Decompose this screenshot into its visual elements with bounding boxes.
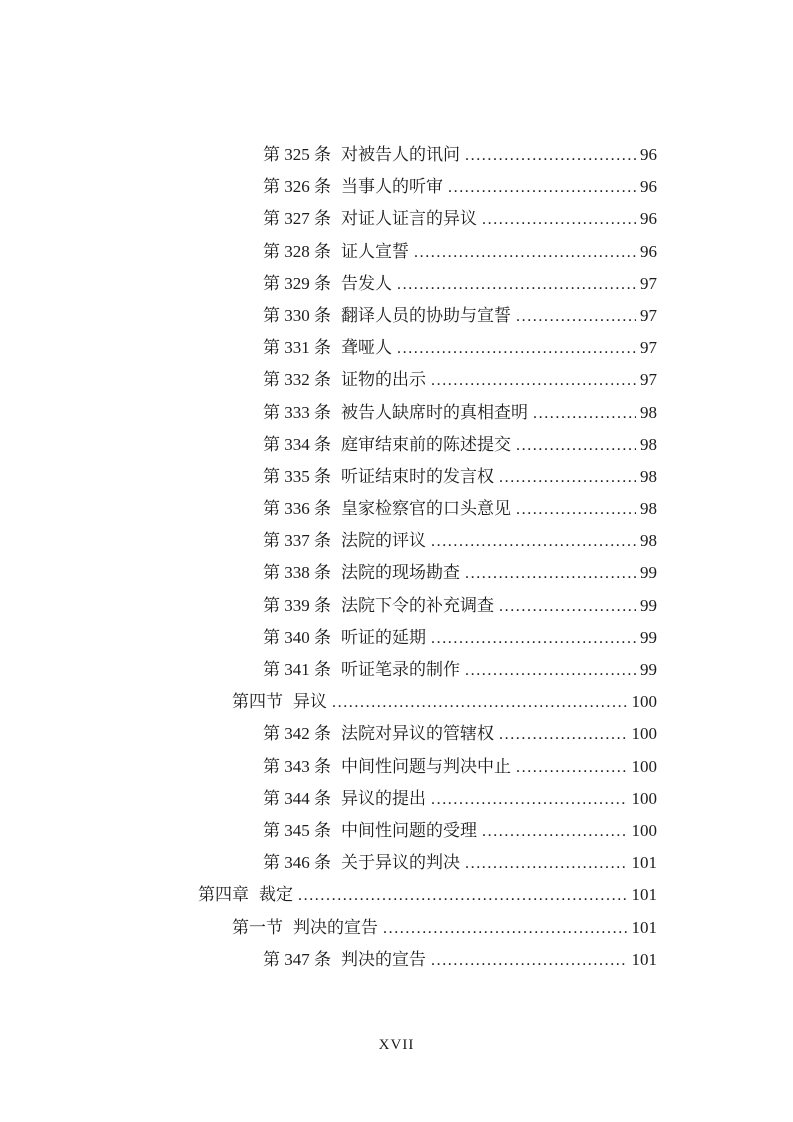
toc-entry-page: 97 [640,370,657,390]
footer-page-number: XVII [378,1037,415,1053]
toc-entry-label: 第 335 条 [263,466,331,486]
toc-entry-label: 第 328 条 [263,241,331,261]
dot-leader [516,429,636,462]
dot-leader [465,847,628,880]
toc-entry-title: 法院下令的补充调查 [341,595,494,615]
toc-entry-label: 第 334 条 [263,434,331,454]
toc-entry-page: 100 [631,724,657,744]
toc-entry-page: 97 [640,305,657,325]
toc-entry-label: 第 341 条 [263,660,331,679]
toc-entry-title: 证物的出示 [341,370,426,390]
toc-entry-page: 96 [640,241,657,261]
toc-entry-title: 对被告人的讯问 [341,145,460,164]
toc-entry-label: 第 345 条 [263,820,331,840]
dot-leader [448,171,636,204]
toc-entry-label: 第四章 [198,885,249,905]
toc-entry [198,203,657,235]
dot-leader [499,590,636,623]
toc-entry-label: 第 329 条 [263,273,331,293]
toc-entry-title: 证人宣誓 [341,241,409,261]
toc-entry-title: 听证笔录的制作 [341,660,460,679]
dot-leader [431,622,636,655]
dot-leader [431,364,636,397]
dot-leader [431,783,628,816]
toc-entry [198,557,657,589]
toc-entry-label: 第 326 条 [263,177,331,197]
toc-entry-page: 96 [640,177,657,197]
toc-entry [198,718,657,750]
toc-entry-label: 第 343 条 [263,756,331,776]
dot-leader [298,879,628,912]
toc-entry [198,944,657,976]
dot-leader [383,912,628,945]
toc-entry-label: 第 331 条 [263,338,331,358]
toc-entry [198,525,657,557]
toc-entry-page: 98 [640,499,657,519]
toc-entry-title: 皇家检察官的口头意见 [341,499,511,519]
dot-leader [414,236,636,269]
toc-entry-title: 法院的现场勘查 [341,563,460,583]
toc-entry-title: 关于异议的判决 [341,853,460,873]
toc-entry-label: 第 333 条 [263,402,331,422]
toc-entry-title: 判决的宣告 [293,917,378,937]
toc-entry [198,332,657,364]
dot-leader [431,944,628,977]
toc-entry-title: 听证的延期 [341,627,426,647]
dot-leader [533,397,636,430]
toc-entry-page: 98 [640,434,657,454]
dot-leader [397,332,636,365]
toc-entry-title: 对证人证言的异议 [341,209,477,229]
toc-entry-title: 异议 [293,692,327,712]
toc-entry [198,590,657,622]
toc-entry [198,171,657,203]
toc-entry [198,751,657,783]
dot-leader [397,268,636,301]
toc-entry-page: 99 [640,627,657,647]
toc-entry-label: 第 337 条 [263,531,331,551]
toc-entry-title: 中间性问题与判决中止 [341,756,511,776]
dot-leader [431,525,636,558]
toc-entry-label: 第 339 条 [263,595,331,615]
toc-entry-label: 第 330 条 [263,305,331,325]
toc-entry-label: 第 338 条 [263,563,331,583]
toc-entry-title: 判决的宣告 [341,949,426,969]
toc-entry-page: 99 [640,660,657,679]
toc-entry-label: 第 332 条 [263,370,331,390]
toc-entry-title: 翻译人员的协助与宣誓 [341,305,511,325]
toc-entry [198,686,657,718]
toc-entry-page: 100 [631,788,657,808]
toc-entry-page: 97 [640,273,657,293]
toc-entry-label: 第 336 条 [263,499,331,519]
toc-entry-page: 98 [640,402,657,422]
toc-entry-page: 101 [631,853,657,873]
dot-leader [499,461,636,494]
toc-entry-label: 第 340 条 [263,627,331,647]
toc-entry [198,236,657,268]
toc-entry-page: 99 [640,595,657,615]
toc-entry-title: 庭审结束前的陈述提交 [341,434,511,454]
toc-entry-label: 第 347 条 [263,949,331,969]
toc-entry-title: 被告人缺席时的真相查明 [341,402,528,422]
toc-entry-page: 100 [631,692,657,712]
toc-entry [198,493,657,525]
dot-leader [516,751,628,784]
toc-entry-page: 96 [640,145,657,164]
toc-entry-label: 第 327 条 [263,209,331,229]
toc-entry-page: 98 [640,466,657,486]
toc-entry-page: 101 [631,885,657,905]
toc-entry-page: 98 [640,531,657,551]
toc-entry [198,461,657,493]
dot-leader [465,557,636,590]
dot-leader [482,203,636,236]
toc-entry [198,397,657,429]
toc-entry-title: 异议的提出 [341,788,426,808]
dot-leader [499,718,628,751]
toc-entry [198,268,657,300]
toc-entry-label: 第 346 条 [263,853,331,873]
toc-entry-page: 97 [640,338,657,358]
toc-entry-title: 聋哑人 [341,338,392,358]
toc-entry [198,139,657,171]
toc-entry-title: 当事人的听审 [341,177,443,197]
toc-entry-page: 96 [640,209,657,229]
toc-entry [198,783,657,815]
toc-entry-page: 100 [631,820,657,840]
toc-entry-page: 101 [631,949,657,969]
toc-entry [198,847,657,879]
toc-entry-title: 听证结束时的发言权 [341,466,494,486]
toc-entry [198,654,657,686]
toc-entry [198,300,657,332]
toc-entry-title: 裁定 [259,885,293,905]
toc-entry-title: 中间性问题的受理 [341,820,477,840]
toc-entry-title: 告发人 [341,273,392,293]
dot-leader [516,493,636,526]
toc-entry [198,912,657,944]
toc-entry [198,815,657,847]
toc-entry-label: 第 342 条 [263,724,331,744]
toc-entry-page: 99 [640,563,657,583]
dot-leader [516,300,636,333]
toc-entry-page: 100 [631,756,657,776]
toc-entry-title: 法院的评议 [341,531,426,551]
toc-entry [198,622,657,654]
toc-entry-label: 第 344 条 [263,788,331,808]
dot-leader [465,139,636,172]
dot-leader [482,815,628,848]
toc-entry-label: 第四节 [232,692,283,712]
dot-leader [465,654,636,687]
toc-list [198,139,657,976]
toc-entry [198,879,657,911]
toc-entry [198,364,657,396]
dot-leader [332,686,628,719]
toc-entry-label: 第一节 [232,917,283,937]
toc-entry [198,429,657,461]
toc-entry-label: 第 325 条 [263,145,331,164]
toc-entry-title: 法院对异议的管辖权 [341,724,494,744]
toc-entry-page: 101 [631,917,657,937]
